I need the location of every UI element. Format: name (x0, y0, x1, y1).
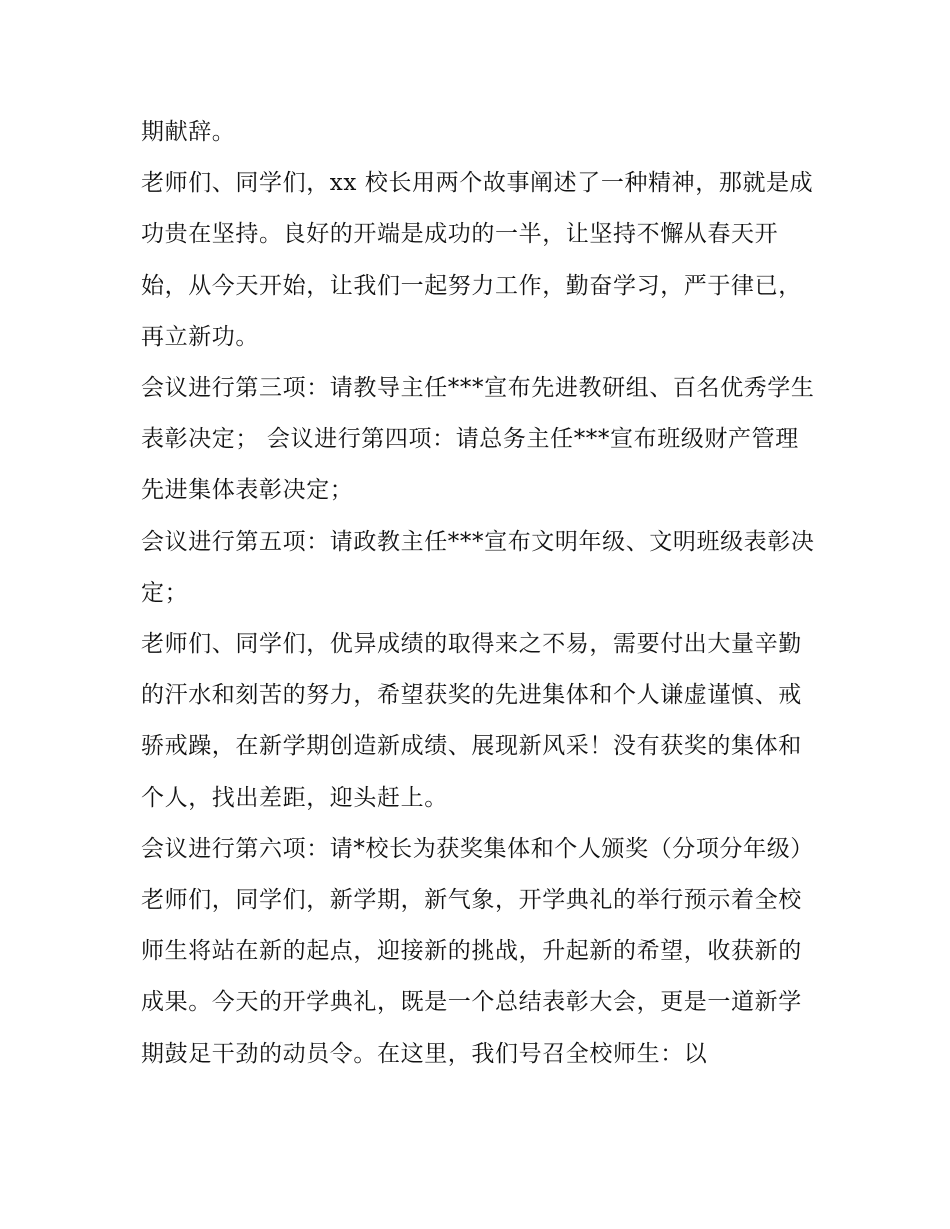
paragraph-5: 老师们、同学们，优异成绩的取得来之不易，需要付出大量辛勤的汗水和刻苦的努力，希望获奖的先进集体和个人谦虚谨慎、戒骄戒躁，在新学期创造新成绩、展现新风采！没有获奖的集体和个人，找出差距，迎头赶上。 (141, 631, 802, 811)
paragraph-3: 会议进行第三项：请教导主任***宣布先进教研组、百名优秀学生表彰决定； 会议进行第四项：请总务主任***宣布班级财产管理先进集体表彰决定； (141, 375, 815, 504)
paragraph-4: 会议进行第五项：请政教主任***宣布文明年级、文明班级表彰决定； (141, 528, 815, 606)
paragraph-1: 期献辞。 (141, 119, 236, 145)
paragraph-2: 老师们、同学们，xx 校长用两个故事阐述了一种精神，那就是成功贵在坚持。良好的开端是成功的一半，让坚持不懈从春天开始，从今天开始，让我们一起努力工作，勤奋学习，严于律已，再立新功。 (141, 170, 814, 350)
document-body (141, 107, 816, 1080)
paragraph-7: 老师们，同学们，新学期，新气象，开学典礼的举行预示着全校师生将站在新的起点，迎接新的挑战，升起新的希望，收获新的成果。今天的开学典礼，既是一个总结表彰大会，更是一道新学期鼓足干劲的动员令。在这里，我们号召全校师生：以 (141, 887, 802, 1067)
paragraph-6: 会议进行第六项：请*校长为获奖集体和个人颁奖（分项分年级） (141, 835, 814, 862)
